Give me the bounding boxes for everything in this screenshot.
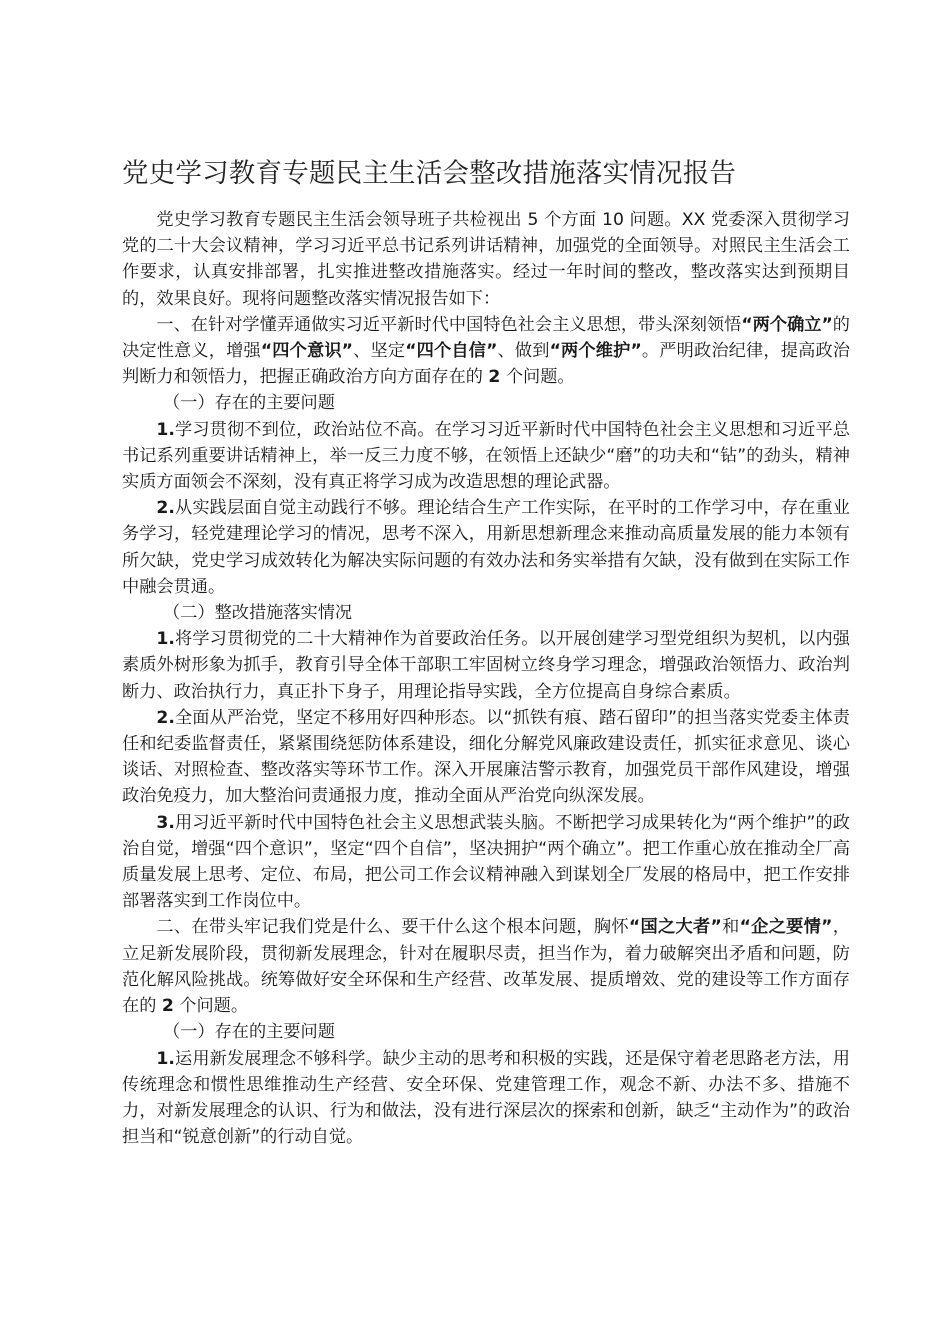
item-number: 2.	[156, 498, 175, 519]
section-1-measures-heading: （二）整改措施落实情况	[163, 603, 353, 624]
section-1-quote-4: “两个维护”	[549, 341, 642, 362]
item-number: 1.	[156, 1048, 175, 1069]
section-2-text-d: 个问题。	[173, 996, 249, 1017]
section-1-text-f: 个问题。	[500, 367, 575, 388]
item-number: 2.	[156, 707, 175, 728]
section-1-heading	[122, 312, 850, 391]
section-2-quote-2: “企之要情”	[739, 917, 833, 938]
section-1-count: 2	[488, 367, 501, 388]
item-number: 3.	[156, 812, 175, 833]
section-1-quote-2: “四个意识”	[260, 341, 353, 362]
document-body	[122, 207, 850, 1150]
section-1-measure-2	[122, 705, 850, 810]
section-1-problems-heading: （一）存在的主要问题	[163, 393, 335, 414]
section-2-problem-1	[122, 1046, 850, 1151]
item-number: 1.	[156, 419, 175, 440]
intro-paragraph: 党史学习教育专题民主生活会领导班子共检视出 5 个方面 10 问题。XX 党委深入贯彻学习党的二十大会议精神，学习习近平总书记系列讲话精神，加强党的全面领导。对照民主生活会工作要求，认真安排部署，扎实推进整改措施落实。经过一年时间的整改，整改落实达到预期目的，效果良好。现将问题整改落实情况报告如下：	[122, 210, 850, 309]
section-1-quote-3: “四个自信”	[405, 341, 498, 362]
item-text: 全面从严治党，坚定不移用好四种形态。以“抓铁有痕、踏石留印”的担当落实党委主体责任和纪委监督责任，紧紧围绕惩防体系建设，细化分解党风廉政建设责任，抓实征求意见、谈心谈话、对照检查、整改落实等环节工作。深入开展廉洁警示教育，加强党员干部作风建设，增强政治免疫力，加大整治问责通报力度，推动全面从严治党向纵深发展。	[122, 707, 850, 807]
section-1-text-d: 、做到	[497, 341, 550, 362]
section-1-text-c: 、坚定	[352, 341, 406, 362]
section-1-measure-3	[122, 810, 850, 915]
section-1-measure-1	[122, 626, 850, 705]
item-text: 用习近平新时代中国特色社会主义思想武装头脑。不断把学习成果转化为“两个维护”的政治自觉，增强“四个意识”，坚定“四个自信”，坚决拥护“两个确立”。把工作重心放在推动全厂高质量发展上思考、定位、布局，把公司工作会议精神融入到谋划全厂发展的格局中，把工作安排部署落实到工作岗位中。	[122, 812, 850, 912]
document-title: 党史学习教育专题民主生活会整改措施落实情况报告	[122, 158, 737, 189]
section-2-text-b: 和	[721, 917, 740, 938]
section-2-count: 2	[161, 996, 174, 1017]
section-1-quote-1: “两个确立”	[741, 314, 833, 335]
section-2-problems-heading: （一）存在的主要问题	[163, 1022, 335, 1043]
item-text: 学习贯彻不到位，政治站位不高。在学习习近平新时代中国特色社会主义思想和习近平总书记系列重要讲话精神上，举一反三力度不够，在领悟上还缺少“磨”的功夫和“钻”的劲头，精神实质方面领会不深刻，没有真正将学习成为改造思想的理论武器。	[122, 419, 850, 493]
section-2-text-c: ，立足新发展阶段，贯彻新发展理念，针对在履职尽责，担当作为，着力破解突出矛盾和问题，防范化解风险挑战。统筹做好安全环保和生产经营、改革发展、提质增效、党的建设等工作方面存在的	[122, 917, 850, 1017]
section-2-heading	[122, 914, 850, 1019]
section-2-text-a: 二、在带头牢记我们党是什么、要干什么这个根本问题，胸怀	[156, 917, 629, 938]
section-2-quote-1: “国之大者”	[628, 917, 722, 938]
item-text: 从实践层面自觉主动践行不够。理论结合生产工作实际，在平时的工作学习中，存在重业务学习，轻党建理论学习的情况，思考不深入，用新思想新理念来推动高质量发展的能力本领有所欠缺，党史学习成效转化为解决实际问题的有效办法和务实举措有欠缺，没有做到在实际工作中融会贯通。	[122, 498, 850, 597]
section-1-text-b: 的决定性意义，增强	[122, 314, 850, 362]
section-1-problem-2	[122, 495, 850, 600]
section-1-problem-1	[122, 417, 850, 496]
item-text: 将学习贯彻党的二十大精神作为首要政治任务。以开展创建学习型党组织为契机，以内强素质外树形象为抓手，教育引导全体干部职工牢固树立终身学习理念，增强政治领悟力、政治判断力、政治执行力，真正扑下身子，用理论指导实践，全方位提高自身综合素质。	[122, 629, 850, 702]
section-1-text-a: 一、在针对学懂弄通做实习近平新时代中国特色社会主义思想，带头深刻领悟	[156, 314, 742, 335]
item-number: 1.	[156, 629, 175, 650]
item-text: 运用新发展理念不够科学。缺少主动的思考和积极的实践，还是保守着老思路老方法，用传统理念和惯性思维推动生产经营、安全环保、党建管理工作，观念不新、办法不多、措施不力，对新发展理念的认识、行为和做法，没有进行深层次的探索和创新，缺乏“主动作为”的政治担当和“锐意创新”的行动自觉。	[122, 1048, 850, 1148]
section-1-text-e: 。严明政治纪律，提高政治判断力和领悟力，把握正确政治方向方面存在的	[122, 341, 850, 388]
